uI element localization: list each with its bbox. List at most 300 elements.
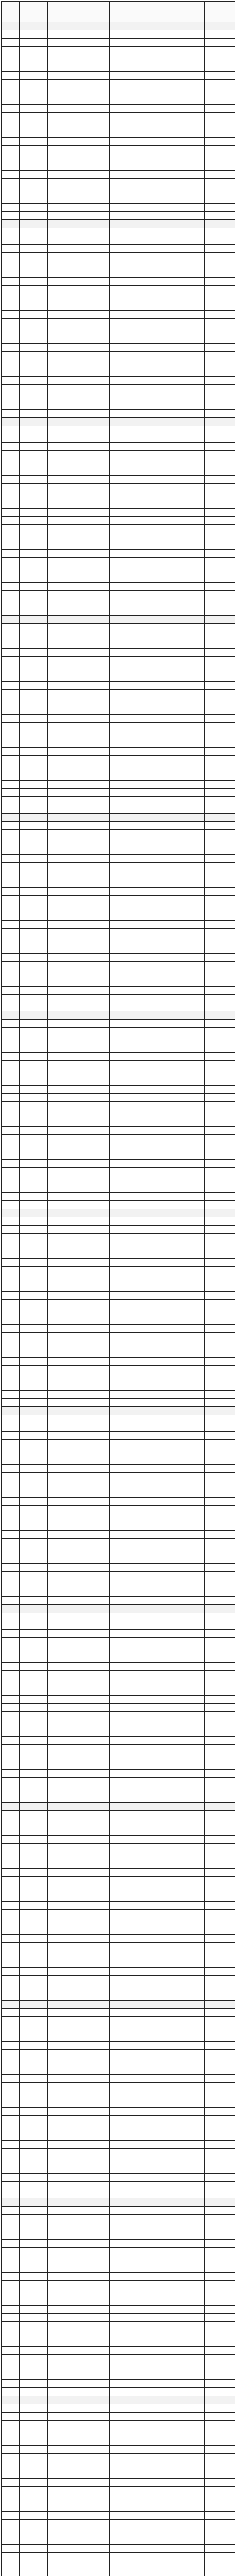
table-cell-col-2 xyxy=(20,286,48,294)
table-cell-col-5 xyxy=(171,1143,205,1151)
table-row xyxy=(2,2025,235,2033)
table-cell-col-1 xyxy=(2,805,20,814)
table-cell-col-1 xyxy=(2,492,20,500)
table-cell-col-3 xyxy=(48,1836,110,1844)
table-row xyxy=(2,1531,235,1539)
table-cell-col-5 xyxy=(171,855,205,863)
table-cell-col-1 xyxy=(2,1803,20,1811)
table-row xyxy=(2,690,235,698)
table-cell-col-5 xyxy=(171,1522,205,1531)
table-cell-col-2 xyxy=(20,1671,48,1679)
table-cell-col-2 xyxy=(20,294,48,302)
table-cell-col-4 xyxy=(110,607,171,616)
table-cell-col-2 xyxy=(20,1234,48,1242)
table-cell-col-5 xyxy=(171,1704,205,1712)
table-cell-col-5 xyxy=(171,1102,205,1110)
table-row xyxy=(2,756,235,764)
table-cell-col-4 xyxy=(110,1432,171,1440)
table-cell-col-4 xyxy=(110,945,171,954)
table-cell-col-5 xyxy=(171,649,205,657)
table-cell-col-6 xyxy=(205,2306,235,2314)
table-cell-col-3 xyxy=(48,30,110,39)
table-cell-col-3 xyxy=(48,541,110,550)
table-cell-col-1 xyxy=(2,418,20,426)
table-cell-col-4 xyxy=(110,80,171,88)
table-row xyxy=(2,146,235,154)
table-cell-col-2 xyxy=(20,2470,48,2479)
table-cell-col-5 xyxy=(171,2033,205,2042)
table-cell-col-4 xyxy=(110,698,171,706)
table-cell-col-1 xyxy=(2,154,20,162)
table-cell-col-3 xyxy=(48,2429,110,2437)
table-cell-col-2 xyxy=(20,2338,48,2347)
table-cell-col-5 xyxy=(171,2091,205,2099)
table-cell-col-3 xyxy=(48,1869,110,1877)
table-cell-col-5 xyxy=(171,978,205,987)
table-cell-col-2 xyxy=(20,583,48,591)
table-cell-col-3 xyxy=(48,533,110,541)
table-cell-col-2 xyxy=(20,2297,48,2306)
table-cell-col-6 xyxy=(205,1193,235,1201)
table-cell-col-1 xyxy=(2,1250,20,1259)
table-cell-col-3 xyxy=(48,1506,110,1514)
table-cell-col-6 xyxy=(205,1283,235,1292)
table-cell-col-3 xyxy=(48,912,110,921)
table-cell-col-4 xyxy=(110,1943,171,1951)
table-row xyxy=(2,344,235,352)
table-cell-col-5 xyxy=(171,1679,205,1687)
table-cell-col-6 xyxy=(205,1028,235,1036)
table-cell-col-5 xyxy=(171,1794,205,1803)
column-header-3 xyxy=(48,2,110,22)
table-row xyxy=(2,1819,235,1827)
table-cell-col-1 xyxy=(2,558,20,566)
table-cell-col-4 xyxy=(110,2289,171,2297)
table-cell-col-2 xyxy=(20,1860,48,1869)
table-cell-col-2 xyxy=(20,1374,48,1382)
table-cell-col-5 xyxy=(171,937,205,945)
table-cell-col-6 xyxy=(205,2388,235,2396)
table-cell-col-6 xyxy=(205,2569,235,2576)
table-cell-col-3 xyxy=(48,2545,110,2553)
table-row xyxy=(2,2174,235,2182)
table-cell-col-5 xyxy=(171,187,205,195)
table-cell-col-5 xyxy=(171,2231,205,2240)
table-row xyxy=(2,640,235,649)
table-cell-col-5 xyxy=(171,1242,205,1250)
table-cell-col-5 xyxy=(171,1003,205,1011)
table-cell-col-3 xyxy=(48,1061,110,1069)
table-row xyxy=(2,2248,235,2256)
table-cell-col-3 xyxy=(48,1728,110,1737)
table-cell-col-5 xyxy=(171,1489,205,1498)
table-cell-col-1 xyxy=(2,797,20,805)
table-cell-col-3 xyxy=(48,1902,110,1910)
table-cell-col-2 xyxy=(20,599,48,607)
table-cell-col-3 xyxy=(48,2207,110,2215)
table-cell-col-4 xyxy=(110,1803,171,1811)
table-cell-col-6 xyxy=(205,1160,235,1168)
table-cell-col-4 xyxy=(110,2561,171,2569)
table-cell-col-3 xyxy=(48,2330,110,2338)
table-cell-col-3 xyxy=(48,2001,110,2009)
table-cell-col-6 xyxy=(205,319,235,327)
table-cell-col-4 xyxy=(110,1456,171,1465)
table-cell-col-6 xyxy=(205,929,235,937)
table-cell-col-4 xyxy=(110,1992,171,2001)
table-cell-col-6 xyxy=(205,1184,235,1193)
table-cell-col-6 xyxy=(205,72,235,80)
table-cell-col-4 xyxy=(110,2281,171,2289)
table-cell-col-2 xyxy=(20,2198,48,2207)
table-cell-col-2 xyxy=(20,706,48,715)
table-cell-col-4 xyxy=(110,781,171,789)
table-cell-col-2 xyxy=(20,1028,48,1036)
table-cell-col-1 xyxy=(2,484,20,492)
table-cell-col-1 xyxy=(2,607,20,616)
table-cell-col-2 xyxy=(20,327,48,335)
table-cell-col-6 xyxy=(205,2083,235,2091)
table-row xyxy=(2,2231,235,2240)
table-cell-col-4 xyxy=(110,558,171,566)
table-cell-col-5 xyxy=(171,2528,205,2536)
table-cell-col-5 xyxy=(171,748,205,756)
table-cell-col-6 xyxy=(205,129,235,138)
table-row xyxy=(2,1374,235,1382)
table-row xyxy=(2,888,235,896)
table-cell-col-4 xyxy=(110,2495,171,2503)
table-cell-col-3 xyxy=(48,2470,110,2479)
table-cell-col-5 xyxy=(171,525,205,533)
table-cell-col-1 xyxy=(2,1448,20,1456)
table-cell-col-1 xyxy=(2,63,20,72)
table-cell-col-1 xyxy=(2,2380,20,2388)
table-cell-col-2 xyxy=(20,1728,48,1737)
table-cell-col-5 xyxy=(171,624,205,632)
table-cell-col-1 xyxy=(2,2569,20,2576)
table-cell-col-5 xyxy=(171,599,205,607)
table-row xyxy=(2,1267,235,1275)
table-cell-col-2 xyxy=(20,2512,48,2520)
table-row xyxy=(2,2240,235,2248)
table-cell-col-1 xyxy=(2,1943,20,1951)
table-cell-col-2 xyxy=(20,1745,48,1753)
table-cell-col-1 xyxy=(2,1407,20,1415)
table-cell-col-2 xyxy=(20,904,48,912)
table-row xyxy=(2,1588,235,1597)
table-cell-col-1 xyxy=(2,2487,20,2495)
table-cell-col-5 xyxy=(171,1605,205,1613)
table-cell-col-6 xyxy=(205,1827,235,1836)
table-cell-col-1 xyxy=(2,171,20,179)
table-row xyxy=(2,1102,235,1110)
table-cell-col-4 xyxy=(110,1143,171,1151)
data-table xyxy=(1,1,235,2576)
table-cell-col-3 xyxy=(48,929,110,937)
table-cell-col-2 xyxy=(20,278,48,286)
table-cell-col-5 xyxy=(171,1011,205,1020)
table-cell-col-2 xyxy=(20,1654,48,1663)
table-row xyxy=(2,96,235,105)
table-cell-col-5 xyxy=(171,1069,205,1077)
table-cell-col-2 xyxy=(20,1423,48,1432)
table-cell-col-5 xyxy=(171,2454,205,2462)
table-cell-col-1 xyxy=(2,434,20,443)
table-cell-col-5 xyxy=(171,55,205,63)
table-cell-col-5 xyxy=(171,2141,205,2149)
table-cell-col-2 xyxy=(20,1902,48,1910)
table-cell-col-5 xyxy=(171,673,205,682)
table-cell-col-4 xyxy=(110,344,171,352)
table-cell-col-5 xyxy=(171,2240,205,2248)
table-cell-col-6 xyxy=(205,1745,235,1753)
table-cell-col-5 xyxy=(171,1720,205,1728)
table-row xyxy=(2,1077,235,1086)
table-row xyxy=(2,294,235,302)
table-cell-col-4 xyxy=(110,1176,171,1184)
table-cell-col-1 xyxy=(2,1011,20,1020)
table-cell-col-2 xyxy=(20,2215,48,2223)
table-row xyxy=(2,88,235,96)
table-cell-col-2 xyxy=(20,2413,48,2421)
table-cell-col-1 xyxy=(2,2058,20,2066)
table-cell-col-4 xyxy=(110,1893,171,1902)
table-cell-col-3 xyxy=(48,1959,110,1968)
table-cell-col-1 xyxy=(2,822,20,830)
table-cell-col-3 xyxy=(48,2281,110,2289)
table-cell-col-5 xyxy=(171,1910,205,1918)
table-cell-col-1 xyxy=(2,1036,20,1044)
table-cell-col-1 xyxy=(2,1687,20,1696)
table-cell-col-2 xyxy=(20,1382,48,1391)
table-cell-col-1 xyxy=(2,105,20,113)
table-cell-col-4 xyxy=(110,286,171,294)
table-cell-col-4 xyxy=(110,2330,171,2338)
table-cell-col-3 xyxy=(48,731,110,739)
table-cell-col-3 xyxy=(48,269,110,278)
table-cell-col-1 xyxy=(2,912,20,921)
table-cell-col-4 xyxy=(110,2264,171,2273)
table-cell-col-6 xyxy=(205,2157,235,2165)
table-row xyxy=(2,1160,235,1168)
table-row xyxy=(2,1572,235,1580)
table-cell-col-4 xyxy=(110,566,171,574)
table-cell-col-2 xyxy=(20,970,48,978)
table-cell-col-5 xyxy=(171,1053,205,1061)
table-cell-col-1 xyxy=(2,2025,20,2033)
table-cell-col-1 xyxy=(2,1885,20,1893)
table-cell-col-5 xyxy=(171,96,205,105)
table-cell-col-3 xyxy=(48,2289,110,2297)
table-cell-col-4 xyxy=(110,715,171,723)
table-cell-col-4 xyxy=(110,360,171,368)
table-cell-col-3 xyxy=(48,1737,110,1745)
table-cell-col-6 xyxy=(205,2479,235,2487)
table-cell-col-4 xyxy=(110,2108,171,2116)
table-cell-col-4 xyxy=(110,1646,171,1654)
table-row xyxy=(2,1217,235,1226)
table-cell-col-4 xyxy=(110,1976,171,1984)
table-cell-col-6 xyxy=(205,566,235,574)
table-cell-col-1 xyxy=(2,1522,20,1531)
table-cell-col-5 xyxy=(171,797,205,805)
table-cell-col-1 xyxy=(2,1489,20,1498)
table-row xyxy=(2,1300,235,1308)
table-cell-col-2 xyxy=(20,2231,48,2240)
table-cell-col-1 xyxy=(2,1242,20,1250)
table-cell-col-6 xyxy=(205,1646,235,1654)
table-cell-col-1 xyxy=(2,764,20,772)
table-cell-col-5 xyxy=(171,1959,205,1968)
table-cell-col-1 xyxy=(2,888,20,896)
table-cell-col-5 xyxy=(171,2347,205,2355)
table-cell-col-3 xyxy=(48,171,110,179)
table-cell-col-6 xyxy=(205,814,235,822)
table-cell-col-4 xyxy=(110,2528,171,2536)
table-cell-col-5 xyxy=(171,1077,205,1086)
table-cell-col-4 xyxy=(110,1786,171,1794)
table-cell-col-5 xyxy=(171,204,205,212)
table-cell-col-6 xyxy=(205,987,235,995)
table-cell-col-5 xyxy=(171,2429,205,2437)
table-cell-col-6 xyxy=(205,2454,235,2462)
table-cell-col-5 xyxy=(171,2512,205,2520)
table-cell-col-4 xyxy=(110,978,171,987)
table-cell-col-3 xyxy=(48,756,110,764)
table-cell-col-3 xyxy=(48,517,110,525)
table-cell-col-6 xyxy=(205,443,235,451)
table-cell-col-5 xyxy=(171,1160,205,1168)
table-cell-col-3 xyxy=(48,2388,110,2396)
table-cell-col-1 xyxy=(2,1358,20,1366)
table-cell-col-3 xyxy=(48,2446,110,2454)
table-cell-col-3 xyxy=(48,838,110,846)
table-row xyxy=(2,1621,235,1630)
table-cell-col-3 xyxy=(48,1910,110,1918)
table-cell-col-4 xyxy=(110,393,171,401)
table-cell-col-2 xyxy=(20,1679,48,1687)
table-cell-col-3 xyxy=(48,1234,110,1242)
table-cell-col-1 xyxy=(2,1143,20,1151)
table-cell-col-4 xyxy=(110,1696,171,1704)
table-cell-col-6 xyxy=(205,1473,235,1481)
table-cell-col-3 xyxy=(48,187,110,195)
table-row xyxy=(2,393,235,401)
table-cell-col-6 xyxy=(205,550,235,558)
table-cell-col-5 xyxy=(171,1184,205,1193)
table-cell-col-4 xyxy=(110,2545,171,2553)
table-cell-col-6 xyxy=(205,121,235,129)
table-cell-col-1 xyxy=(2,1761,20,1770)
table-cell-col-3 xyxy=(48,1217,110,1226)
table-row xyxy=(2,55,235,63)
table-cell-col-2 xyxy=(20,566,48,574)
table-cell-col-3 xyxy=(48,1143,110,1151)
table-cell-col-4 xyxy=(110,2033,171,2042)
table-cell-col-2 xyxy=(20,2033,48,2042)
table-cell-col-1 xyxy=(2,2157,20,2165)
table-row xyxy=(2,657,235,665)
table-cell-col-2 xyxy=(20,467,48,476)
table-cell-col-2 xyxy=(20,434,48,443)
table-cell-col-2 xyxy=(20,912,48,921)
table-cell-col-6 xyxy=(205,879,235,888)
table-cell-col-6 xyxy=(205,2033,235,2042)
table-cell-col-3 xyxy=(48,2512,110,2520)
table-cell-col-2 xyxy=(20,1201,48,1209)
table-cell-col-4 xyxy=(110,1959,171,1968)
table-cell-col-6 xyxy=(205,715,235,723)
table-cell-col-5 xyxy=(171,2124,205,2132)
table-row xyxy=(2,1003,235,1011)
table-row xyxy=(2,904,235,912)
table-cell-col-5 xyxy=(171,2132,205,2141)
table-row xyxy=(2,673,235,682)
table-cell-col-6 xyxy=(205,1778,235,1786)
table-cell-col-4 xyxy=(110,368,171,377)
table-cell-col-1 xyxy=(2,978,20,987)
table-cell-col-2 xyxy=(20,574,48,583)
table-cell-col-1 xyxy=(2,1654,20,1663)
table-cell-col-4 xyxy=(110,146,171,154)
table-cell-col-2 xyxy=(20,1456,48,1465)
table-cell-col-4 xyxy=(110,1481,171,1489)
table-cell-col-3 xyxy=(48,1201,110,1209)
table-cell-col-2 xyxy=(20,1292,48,1300)
table-row xyxy=(2,1869,235,1877)
table-cell-col-1 xyxy=(2,2553,20,2561)
table-cell-col-6 xyxy=(205,624,235,632)
table-cell-col-3 xyxy=(48,2396,110,2404)
table-cell-col-6 xyxy=(205,2355,235,2363)
table-cell-col-6 xyxy=(205,195,235,204)
table-cell-col-4 xyxy=(110,311,171,319)
table-cell-col-6 xyxy=(205,2091,235,2099)
table-cell-col-4 xyxy=(110,72,171,80)
table-cell-col-4 xyxy=(110,2371,171,2380)
table-cell-col-3 xyxy=(48,1794,110,1803)
table-cell-col-3 xyxy=(48,1028,110,1036)
table-cell-col-5 xyxy=(171,2174,205,2182)
table-row xyxy=(2,1992,235,2001)
table-cell-col-2 xyxy=(20,204,48,212)
table-cell-col-3 xyxy=(48,1275,110,1283)
table-cell-col-6 xyxy=(205,1844,235,1852)
table-row xyxy=(2,1143,235,1151)
table-cell-col-6 xyxy=(205,1803,235,1811)
table-cell-col-4 xyxy=(110,492,171,500)
table-row xyxy=(2,2009,235,2017)
table-cell-col-1 xyxy=(2,187,20,195)
table-row xyxy=(2,2338,235,2347)
table-cell-col-4 xyxy=(110,1877,171,1885)
table-cell-col-4 xyxy=(110,1547,171,1555)
table-cell-col-1 xyxy=(2,1061,20,1069)
table-cell-col-3 xyxy=(48,558,110,566)
table-cell-col-5 xyxy=(171,2322,205,2330)
table-cell-col-5 xyxy=(171,1456,205,1465)
table-cell-col-2 xyxy=(20,335,48,344)
table-row xyxy=(2,286,235,294)
table-cell-col-2 xyxy=(20,2503,48,2512)
table-cell-col-4 xyxy=(110,451,171,459)
table-cell-col-1 xyxy=(2,2231,20,2240)
table-cell-col-5 xyxy=(171,1374,205,1382)
table-cell-col-1 xyxy=(2,1300,20,1308)
table-row xyxy=(2,1448,235,1456)
table-cell-col-6 xyxy=(205,2017,235,2025)
table-cell-col-1 xyxy=(2,1926,20,1935)
